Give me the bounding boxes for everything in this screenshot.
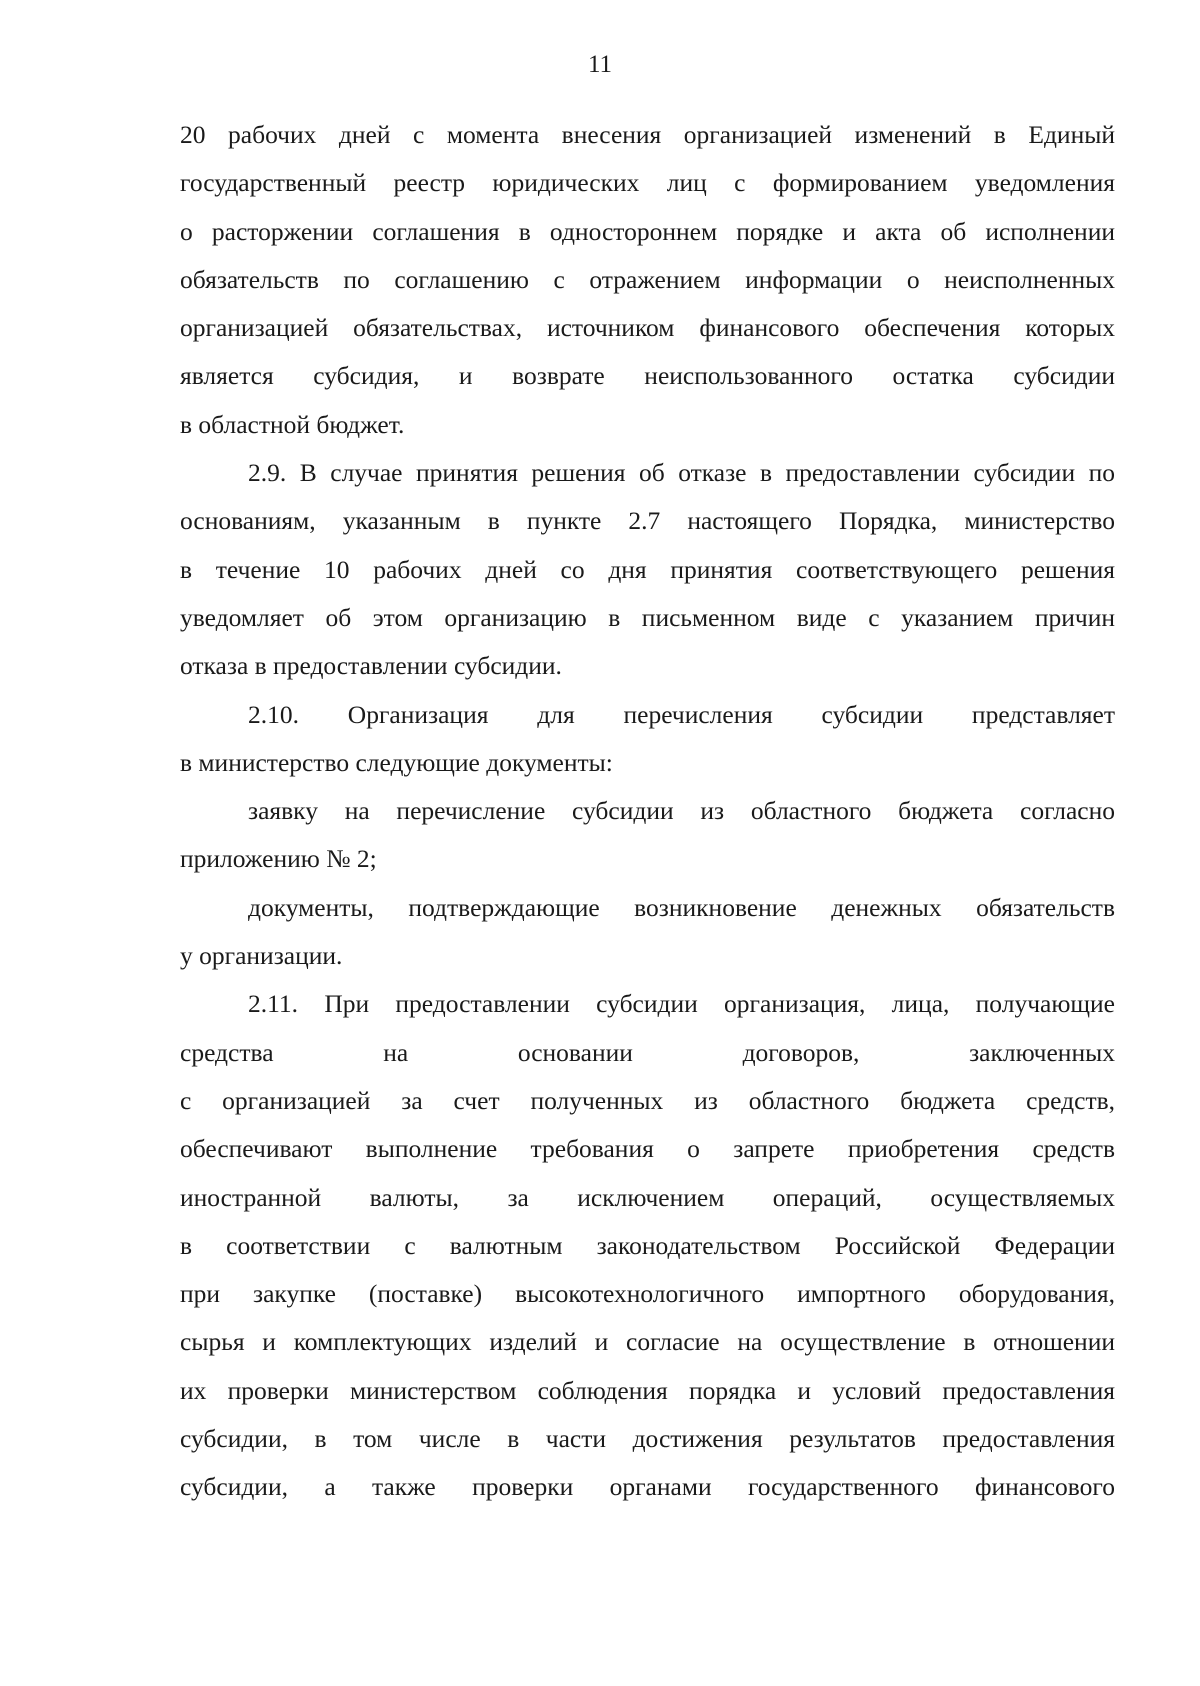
text-line: иностранной валюты, за исключением операций, осуществляемых xyxy=(180,1182,1115,1212)
text-line: 20 рабочих дней с момента внесения организацией изменений в Единый xyxy=(180,120,1115,149)
text-line: обязательств по соглашению с отражением информации о неисполненных xyxy=(180,264,1115,294)
text-line: субсидии, в том числе в части достижения результатов предоставления xyxy=(180,1424,1115,1454)
text-line: субсидии, а также проверки органами государственного финансового xyxy=(180,1472,1115,1502)
list-item-first-line: заявку на перечисление субсидии из областного бюджета согласно xyxy=(248,796,1115,826)
text-line: является субсидия, и возврате неиспользованного остатка субсидии xyxy=(180,361,1115,391)
text-line: основаниям, указанным в пункте 2.7 настоящего Порядка, министерство xyxy=(180,506,1115,536)
text-line: отказа в предоставлении субсидии. xyxy=(180,651,562,681)
paragraph-2-11-first-line: 2.11. При предоставлении субсидии организация, лица, получающие xyxy=(248,989,1115,1019)
text-line: о расторжении соглашения в одностороннем порядке и акта об исполнении xyxy=(180,216,1115,246)
text-line: их проверки министерством соблюдения порядка и условий предоставления xyxy=(180,1375,1115,1405)
text-line: в областной бюджет. xyxy=(180,409,405,439)
text-line: организацией обязательствах, источником финансового обеспечения которых xyxy=(180,313,1115,343)
text-line: у организации. xyxy=(180,941,343,971)
text-line: сырья и комплектующих изделий и согласие на осуществление в отношении xyxy=(180,1327,1115,1357)
text-line: с организацией за счет полученных из областного бюджета средств, xyxy=(180,1085,1115,1115)
text-line: приложению № 2; xyxy=(180,844,377,874)
text-line: в течение 10 рабочих дней со дня принятия соответствующего решения xyxy=(180,554,1115,584)
text-line: при закупке (поставке) высокотехнологичного импортного оборудования, xyxy=(180,1279,1115,1309)
text-line: средства на основании договоров, заключенных xyxy=(180,1037,1115,1067)
page-number: 11 xyxy=(587,51,613,78)
text-line: обеспечивают выполнение требования о запрете приобретения средств xyxy=(180,1134,1115,1164)
text-line: в министерство следующие документы: xyxy=(180,747,613,777)
text-line: государственный реестр юридических лиц с формированием уведомления xyxy=(180,168,1115,198)
document-body xyxy=(180,111,1115,1512)
paragraph-2-10-first-line: 2.10. Организация для перечисления субсидии представляет xyxy=(248,699,1115,729)
text-line: в соответствии с валютным законодательством Российской Федерации xyxy=(180,1230,1115,1260)
text-line: уведомляет об этом организацию в письменном виде с указанием причин xyxy=(180,602,1115,632)
list-item-first-line: документы, подтверждающие возникновение денежных обязательств xyxy=(248,892,1115,922)
paragraph-2-9-first-line: 2.9. В случае принятия решения об отказе в предоставлении субсидии по xyxy=(248,458,1115,488)
